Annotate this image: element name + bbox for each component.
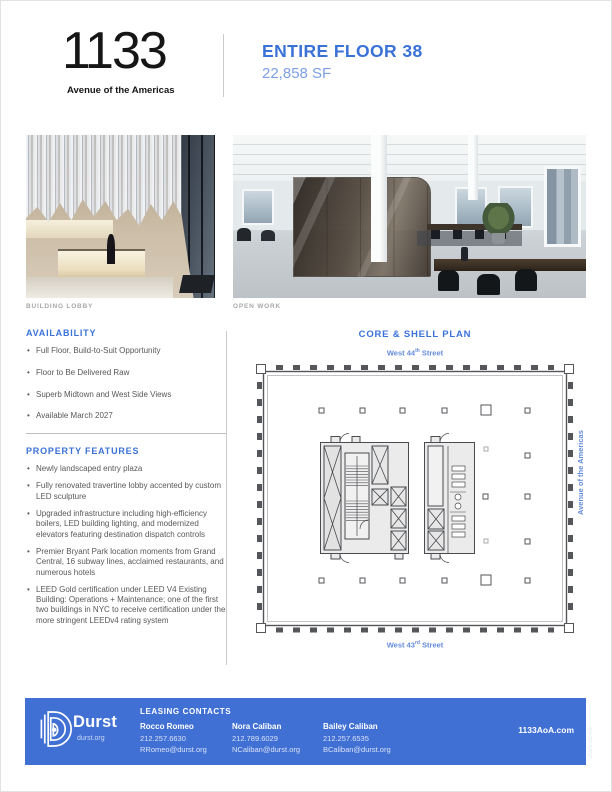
property-features-heading: PROPERTY FEATURES [26, 446, 140, 457]
list-item: • Superb Midtown and West Side Views [26, 390, 226, 400]
property-features-list [26, 464, 226, 626]
openwork-chair [477, 274, 500, 295]
list-item: • Newly landscaped entry plaza [26, 464, 226, 474]
contact-phone: 212.789.6029 [232, 733, 278, 743]
list-item: • Upgraded infrastructure including high-efficiency boilers, LED building lighting, and modernized elevators featuring destination dispatch controls [26, 509, 226, 540]
list-item: • Full Floor, Build-to-Suit Opportunity [26, 346, 226, 356]
list-item: • LEED Gold certification under LEED V4 Existing Building: Operations + Maintenance; one of the first two buildings in NYC to receive certification under the more stringent LEEDv4 rating system [26, 585, 226, 626]
contact-name: Bailey Caliban [323, 722, 378, 731]
avenue-label: Avenue of the Americas [576, 430, 585, 515]
availability-list [26, 346, 226, 422]
openwork-ceiling [233, 135, 586, 181]
contact-phone: 212.257.6535 [323, 733, 369, 743]
openwork-column [468, 135, 479, 200]
durst-logo-icon [38, 709, 72, 749]
list-item: • Premier Bryant Park location moments from Grand Central, 16 subway lines, acclaimed restaurants, and numerous hotels [26, 547, 226, 578]
footer-bar [25, 698, 586, 765]
openwork-table-front [434, 259, 586, 271]
leasing-contacts-heading: LEASING CONTACTS [140, 707, 232, 716]
floor-size: 22,858 SF [262, 65, 332, 82]
header-divider [223, 34, 224, 97]
openwork-window [242, 189, 274, 225]
openwork-glass-reflection [293, 177, 431, 276]
lobby-caption: BUILDING LOBBY [26, 303, 94, 310]
openwork-chair [261, 230, 275, 241]
street-label-south: West 43rd Street [386, 640, 444, 650]
contact-phone: 212.257.6630 [140, 733, 186, 743]
open-work-photo [233, 135, 586, 298]
list-item: • Available March 2027 [26, 411, 226, 421]
lobby-person [107, 234, 115, 263]
list-item: • Floor to Be Delivered Raw [26, 368, 226, 378]
openwork-plant [482, 203, 516, 236]
openwork-table-lamp [461, 247, 469, 260]
page-title: ENTIRE FLOOR 38 [262, 41, 423, 61]
lobby-wall-glow [26, 220, 113, 238]
availability-heading: AVAILABILITY [26, 328, 97, 338]
openwork-chair [515, 269, 536, 292]
lobby-photo [26, 135, 215, 298]
openwork-chair [237, 228, 251, 241]
lobby-floor [26, 277, 173, 298]
lobby-reception-desk [58, 249, 145, 277]
durst-site[interactable]: durst.org [77, 735, 105, 742]
contact-email[interactable]: NCaliban@durst.org [232, 745, 301, 754]
leasing-contact [323, 722, 411, 754]
leasing-contact [232, 722, 320, 754]
floor-plan-svg [253, 358, 587, 638]
column-divider [226, 331, 227, 665]
street-label-north: West 44th Street [386, 348, 444, 358]
contact-name: Rocco Romeo [140, 722, 194, 731]
lobby-bench [179, 275, 215, 293]
openwork-plant-pot [492, 233, 504, 244]
building-logo: 1133 [62, 22, 166, 80]
leasing-contact [140, 722, 228, 754]
contact-email[interactable]: BCaliban@durst.org [323, 745, 391, 754]
list-item: • Fully renovated travertine lobby accented by custom LED sculpture [26, 481, 226, 502]
openwork-column [371, 135, 387, 262]
contact-email[interactable]: RRomeo@durst.org [140, 745, 207, 754]
openwork-chair [438, 270, 459, 291]
building-website[interactable]: 1133AoA.com [518, 725, 574, 735]
left-column [26, 328, 226, 633]
building-logo-tagline: Avenue of the Americas [67, 85, 175, 96]
openwork-window-right [544, 166, 581, 248]
side-date-note: 2025-02-03 [588, 727, 594, 758]
contact-name: Nora Caliban [232, 722, 282, 731]
plan-heading: CORE & SHELL PLAN [358, 329, 472, 340]
durst-brand-name: Durst [73, 713, 118, 731]
open-work-caption: OPEN WORK [233, 303, 282, 310]
section-divider [26, 433, 226, 434]
